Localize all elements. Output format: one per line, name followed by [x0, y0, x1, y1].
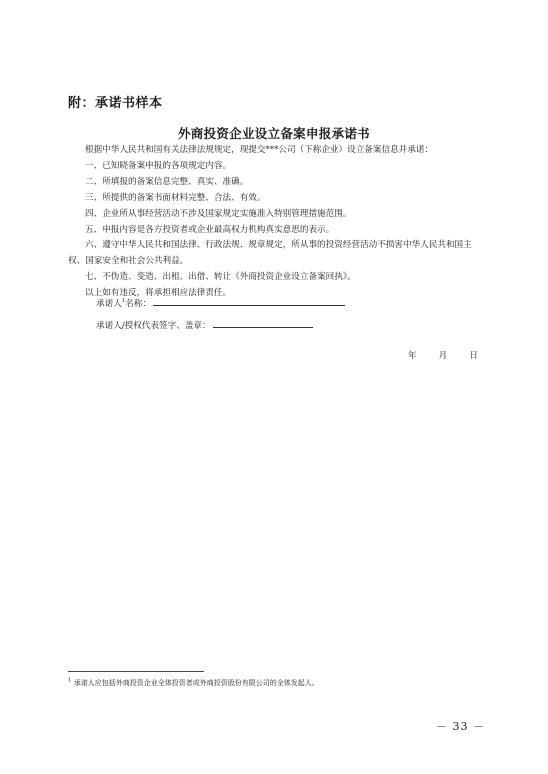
promisor-name-label-suffix: 名称： [125, 299, 152, 309]
promisor-name-label-prefix: 承诺人 [96, 299, 122, 309]
promise-item: 六、遵守中华人民共和国法律、行政法规、规章规定，所从事的投资经营活动不损害中华人民共和国主权、国家安全和社会公共利益。 [68, 240, 472, 267]
footnote [68, 678, 319, 688]
date-year: 年 [408, 351, 417, 361]
signature-blank [213, 326, 313, 328]
representative-signature-line [96, 319, 313, 331]
document-title: 外商投资企业设立备案申报承诺书 [177, 126, 370, 141]
representative-label: 承诺人/授权代表签字、盖章： [96, 321, 211, 331]
footnote-text: 承诺人应包括外商投资企业全体投资者或外商投资股份有限公司的全体发起人。 [73, 679, 319, 687]
date-day: 日 [469, 351, 478, 361]
date-row [408, 349, 478, 361]
page-number: － 33 － [436, 720, 485, 733]
footnote-divider [68, 671, 204, 672]
promise-item: 二、所填报的备案信息完整、真实、准确。 [85, 176, 249, 187]
promise-item: 一、已知晓备案申报的各项规定内容。 [85, 160, 232, 171]
promise-item: 四、企业所从事经营活动不涉及国家规定实施准入特别管理措施范围。 [85, 208, 352, 219]
promisor-name-line [96, 297, 345, 309]
annex-heading: 附：承诺书样本 [68, 96, 163, 111]
footnote-number: 1 [68, 677, 72, 684]
footnote-marker: 1 [121, 298, 126, 305]
closing-paragraph: 以上如有违反，将承担相应法律责任。 [85, 288, 232, 299]
promisor-name-blank [153, 304, 345, 306]
promise-item: 三、所提供的备案书面材料完整、合法、有效。 [85, 192, 266, 203]
promise-item: 五、申报内容是各方投资者或企业最高权力机构真实意思的表示。 [85, 224, 335, 235]
date-month: 月 [438, 351, 448, 361]
intro-paragraph: 根据中华人民共和国有关法律法规规定，现提交***公司（下称企业）设立备案信息并承诺： [85, 145, 434, 155]
promise-item: 七、不伪造、变造、出租、出借、转让《外商投资企业设立备案回执》。 [85, 272, 356, 283]
